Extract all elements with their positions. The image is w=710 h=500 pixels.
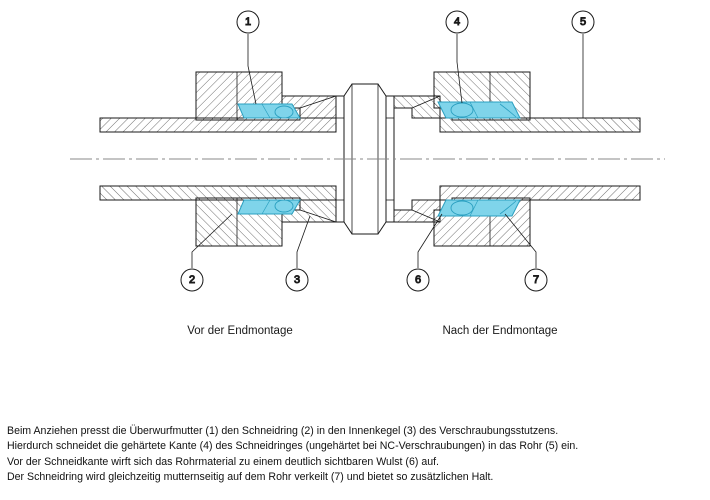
description-line-1: Beim Anziehen presst die Überwurfmutter (1) den Schneidring (2) in den Innenkegel (3) des Verschraubungsstutzens. xyxy=(7,425,559,437)
callout-label-6: 6 xyxy=(414,274,422,286)
callout-label-7: 7 xyxy=(532,274,540,286)
callout-label-3: 3 xyxy=(293,274,301,286)
description-line-4: Der Schneidring wird gleichzeitig mutternseitig auf dem Rohr verkeilt (7) und bietet so zusätzlichen Halt. xyxy=(7,471,494,484)
description-line-2: Hierdurch schneidet die gehärtete Kante (4) des Schneidringes (ungehärtet bei NC-Verschraubungen) in das Rohr (5) ein. xyxy=(7,440,579,453)
caption-after-assembly: Nach der Endmontage xyxy=(442,325,558,337)
caption-before-assembly: Vor der Endmontage xyxy=(187,325,293,337)
diagram-geometry xyxy=(70,11,665,291)
callout-label-2: 2 xyxy=(188,274,196,286)
callout-markers xyxy=(181,11,594,291)
callout-label-4: 4 xyxy=(453,16,461,28)
description-block xyxy=(7,424,707,486)
callout-label-5: 5 xyxy=(579,16,587,28)
description-line-3: Vor der Schneidkante wirft sich das Rohrmaterial zu einem deutlich sichtbaren Wulst (6) auf. xyxy=(7,455,439,468)
callout-label-1: 1 xyxy=(244,16,252,28)
